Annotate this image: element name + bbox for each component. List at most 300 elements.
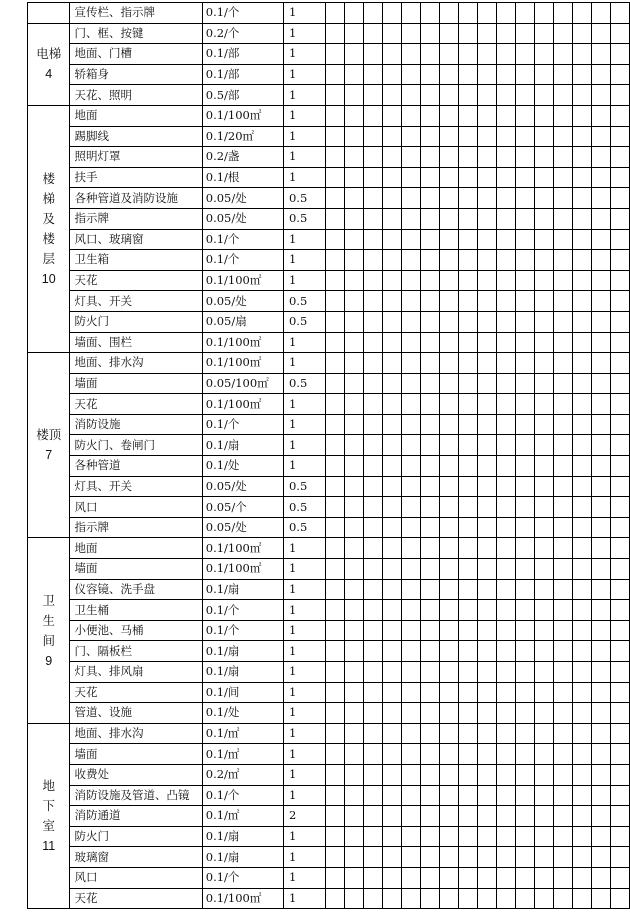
check-cell[interactable] bbox=[534, 229, 553, 250]
check-cell[interactable] bbox=[515, 456, 534, 477]
check-cell[interactable] bbox=[382, 579, 401, 600]
check-cell[interactable] bbox=[610, 250, 629, 271]
check-cell[interactable] bbox=[401, 167, 420, 188]
check-cell[interactable] bbox=[553, 23, 572, 44]
check-cell[interactable] bbox=[458, 764, 477, 785]
check-cell[interactable] bbox=[344, 682, 363, 703]
check-cell[interactable] bbox=[420, 888, 439, 909]
check-cell[interactable] bbox=[534, 126, 553, 147]
check-cell[interactable] bbox=[477, 867, 496, 888]
check-cell[interactable] bbox=[458, 311, 477, 332]
check-cell[interactable] bbox=[439, 311, 458, 332]
check-cell[interactable] bbox=[420, 785, 439, 806]
check-cell[interactable] bbox=[458, 682, 477, 703]
check-cell[interactable] bbox=[363, 435, 382, 456]
check-cell[interactable] bbox=[534, 353, 553, 374]
check-cell[interactable] bbox=[363, 806, 382, 827]
check-cell[interactable] bbox=[401, 703, 420, 724]
check-cell[interactable] bbox=[458, 147, 477, 168]
check-cell[interactable] bbox=[534, 373, 553, 394]
check-cell[interactable] bbox=[496, 662, 515, 683]
check-cell[interactable] bbox=[477, 353, 496, 374]
check-cell[interactable] bbox=[363, 703, 382, 724]
check-cell[interactable] bbox=[458, 867, 477, 888]
check-cell[interactable] bbox=[439, 806, 458, 827]
check-cell[interactable] bbox=[610, 270, 629, 291]
check-cell[interactable] bbox=[477, 620, 496, 641]
check-cell[interactable] bbox=[439, 847, 458, 868]
check-cell[interactable] bbox=[515, 414, 534, 435]
check-cell[interactable] bbox=[515, 888, 534, 909]
check-cell[interactable] bbox=[458, 620, 477, 641]
check-cell[interactable] bbox=[325, 456, 344, 477]
check-cell[interactable] bbox=[458, 353, 477, 374]
check-cell[interactable] bbox=[382, 867, 401, 888]
check-cell[interactable] bbox=[325, 291, 344, 312]
check-cell[interactable] bbox=[363, 208, 382, 229]
check-cell[interactable] bbox=[401, 3, 420, 24]
check-cell[interactable] bbox=[363, 373, 382, 394]
check-cell[interactable] bbox=[496, 126, 515, 147]
check-cell[interactable] bbox=[591, 23, 610, 44]
check-cell[interactable] bbox=[401, 764, 420, 785]
check-cell[interactable] bbox=[401, 414, 420, 435]
check-cell[interactable] bbox=[420, 394, 439, 415]
check-cell[interactable] bbox=[325, 311, 344, 332]
check-cell[interactable] bbox=[439, 476, 458, 497]
check-cell[interactable] bbox=[477, 785, 496, 806]
check-cell[interactable] bbox=[439, 353, 458, 374]
check-cell[interactable] bbox=[534, 270, 553, 291]
check-cell[interactable] bbox=[572, 517, 591, 538]
check-cell[interactable] bbox=[363, 826, 382, 847]
check-cell[interactable] bbox=[591, 414, 610, 435]
check-cell[interactable] bbox=[553, 538, 572, 559]
check-cell[interactable] bbox=[325, 785, 344, 806]
check-cell[interactable] bbox=[382, 847, 401, 868]
check-cell[interactable] bbox=[401, 435, 420, 456]
check-cell[interactable] bbox=[610, 826, 629, 847]
check-cell[interactable] bbox=[572, 126, 591, 147]
check-cell[interactable] bbox=[572, 764, 591, 785]
check-cell[interactable] bbox=[610, 85, 629, 106]
check-cell[interactable] bbox=[553, 764, 572, 785]
check-cell[interactable] bbox=[553, 3, 572, 24]
check-cell[interactable] bbox=[496, 3, 515, 24]
check-cell[interactable] bbox=[572, 332, 591, 353]
check-cell[interactable] bbox=[363, 682, 382, 703]
check-cell[interactable] bbox=[591, 826, 610, 847]
check-cell[interactable] bbox=[325, 559, 344, 580]
check-cell[interactable] bbox=[420, 600, 439, 621]
check-cell[interactable] bbox=[344, 888, 363, 909]
check-cell[interactable] bbox=[401, 579, 420, 600]
check-cell[interactable] bbox=[344, 559, 363, 580]
check-cell[interactable] bbox=[553, 641, 572, 662]
check-cell[interactable] bbox=[382, 620, 401, 641]
check-cell[interactable] bbox=[610, 847, 629, 868]
check-cell[interactable] bbox=[458, 188, 477, 209]
check-cell[interactable] bbox=[591, 723, 610, 744]
check-cell[interactable] bbox=[439, 64, 458, 85]
check-cell[interactable] bbox=[363, 579, 382, 600]
check-cell[interactable] bbox=[401, 641, 420, 662]
check-cell[interactable] bbox=[477, 414, 496, 435]
check-cell[interactable] bbox=[496, 414, 515, 435]
check-cell[interactable] bbox=[477, 188, 496, 209]
check-cell[interactable] bbox=[610, 723, 629, 744]
check-cell[interactable] bbox=[382, 703, 401, 724]
check-cell[interactable] bbox=[534, 188, 553, 209]
check-cell[interactable] bbox=[534, 867, 553, 888]
check-cell[interactable] bbox=[610, 105, 629, 126]
check-cell[interactable] bbox=[515, 353, 534, 374]
check-cell[interactable] bbox=[610, 806, 629, 827]
check-cell[interactable] bbox=[401, 867, 420, 888]
check-cell[interactable] bbox=[401, 311, 420, 332]
check-cell[interactable] bbox=[610, 867, 629, 888]
check-cell[interactable] bbox=[477, 229, 496, 250]
check-cell[interactable] bbox=[363, 620, 382, 641]
check-cell[interactable] bbox=[382, 229, 401, 250]
check-cell[interactable] bbox=[344, 662, 363, 683]
check-cell[interactable] bbox=[458, 826, 477, 847]
check-cell[interactable] bbox=[344, 497, 363, 518]
check-cell[interactable] bbox=[553, 517, 572, 538]
check-cell[interactable] bbox=[496, 826, 515, 847]
check-cell[interactable] bbox=[325, 764, 344, 785]
check-cell[interactable] bbox=[420, 826, 439, 847]
check-cell[interactable] bbox=[458, 208, 477, 229]
check-cell[interactable] bbox=[610, 682, 629, 703]
check-cell[interactable] bbox=[553, 147, 572, 168]
check-cell[interactable] bbox=[420, 147, 439, 168]
check-cell[interactable] bbox=[610, 456, 629, 477]
check-cell[interactable] bbox=[382, 600, 401, 621]
check-cell[interactable] bbox=[553, 620, 572, 641]
check-cell[interactable] bbox=[515, 126, 534, 147]
check-cell[interactable] bbox=[439, 23, 458, 44]
check-cell[interactable] bbox=[439, 126, 458, 147]
check-cell[interactable] bbox=[401, 559, 420, 580]
check-cell[interactable] bbox=[515, 105, 534, 126]
check-cell[interactable] bbox=[382, 476, 401, 497]
check-cell[interactable] bbox=[344, 311, 363, 332]
check-cell[interactable] bbox=[363, 229, 382, 250]
check-cell[interactable] bbox=[591, 517, 610, 538]
check-cell[interactable] bbox=[382, 806, 401, 827]
check-cell[interactable] bbox=[363, 270, 382, 291]
check-cell[interactable] bbox=[420, 456, 439, 477]
check-cell[interactable] bbox=[477, 394, 496, 415]
check-cell[interactable] bbox=[591, 559, 610, 580]
check-cell[interactable] bbox=[363, 538, 382, 559]
check-cell[interactable] bbox=[401, 126, 420, 147]
check-cell[interactable] bbox=[325, 662, 344, 683]
check-cell[interactable] bbox=[439, 703, 458, 724]
check-cell[interactable] bbox=[458, 744, 477, 765]
check-cell[interactable] bbox=[477, 147, 496, 168]
check-cell[interactable] bbox=[477, 888, 496, 909]
check-cell[interactable] bbox=[572, 723, 591, 744]
check-cell[interactable] bbox=[363, 394, 382, 415]
check-cell[interactable] bbox=[439, 332, 458, 353]
check-cell[interactable] bbox=[344, 353, 363, 374]
check-cell[interactable] bbox=[496, 497, 515, 518]
check-cell[interactable] bbox=[439, 3, 458, 24]
check-cell[interactable] bbox=[591, 785, 610, 806]
check-cell[interactable] bbox=[534, 23, 553, 44]
check-cell[interactable] bbox=[439, 44, 458, 65]
check-cell[interactable] bbox=[515, 600, 534, 621]
check-cell[interactable] bbox=[382, 147, 401, 168]
check-cell[interactable] bbox=[382, 888, 401, 909]
check-cell[interactable] bbox=[534, 414, 553, 435]
check-cell[interactable] bbox=[439, 85, 458, 106]
check-cell[interactable] bbox=[439, 456, 458, 477]
check-cell[interactable] bbox=[534, 662, 553, 683]
check-cell[interactable] bbox=[344, 188, 363, 209]
check-cell[interactable] bbox=[344, 126, 363, 147]
check-cell[interactable] bbox=[515, 208, 534, 229]
check-cell[interactable] bbox=[439, 435, 458, 456]
check-cell[interactable] bbox=[591, 641, 610, 662]
check-cell[interactable] bbox=[572, 662, 591, 683]
check-cell[interactable] bbox=[610, 394, 629, 415]
check-cell[interactable] bbox=[515, 682, 534, 703]
check-cell[interactable] bbox=[591, 250, 610, 271]
check-cell[interactable] bbox=[591, 600, 610, 621]
check-cell[interactable] bbox=[401, 229, 420, 250]
check-cell[interactable] bbox=[553, 414, 572, 435]
check-cell[interactable] bbox=[363, 85, 382, 106]
check-cell[interactable] bbox=[496, 208, 515, 229]
check-cell[interactable] bbox=[477, 517, 496, 538]
check-cell[interactable] bbox=[534, 620, 553, 641]
check-cell[interactable] bbox=[382, 353, 401, 374]
check-cell[interactable] bbox=[610, 332, 629, 353]
check-cell[interactable] bbox=[591, 229, 610, 250]
check-cell[interactable] bbox=[344, 476, 363, 497]
check-cell[interactable] bbox=[420, 85, 439, 106]
check-cell[interactable] bbox=[420, 435, 439, 456]
check-cell[interactable] bbox=[515, 476, 534, 497]
check-cell[interactable] bbox=[515, 250, 534, 271]
check-cell[interactable] bbox=[382, 188, 401, 209]
check-cell[interactable] bbox=[363, 600, 382, 621]
check-cell[interactable] bbox=[477, 167, 496, 188]
check-cell[interactable] bbox=[515, 229, 534, 250]
check-cell[interactable] bbox=[401, 394, 420, 415]
check-cell[interactable] bbox=[401, 888, 420, 909]
check-cell[interactable] bbox=[496, 517, 515, 538]
check-cell[interactable] bbox=[477, 476, 496, 497]
check-cell[interactable] bbox=[420, 764, 439, 785]
check-cell[interactable] bbox=[439, 662, 458, 683]
check-cell[interactable] bbox=[325, 497, 344, 518]
check-cell[interactable] bbox=[401, 105, 420, 126]
check-cell[interactable] bbox=[401, 147, 420, 168]
check-cell[interactable] bbox=[401, 538, 420, 559]
check-cell[interactable] bbox=[496, 44, 515, 65]
check-cell[interactable] bbox=[496, 353, 515, 374]
check-cell[interactable] bbox=[515, 85, 534, 106]
check-cell[interactable] bbox=[591, 662, 610, 683]
check-cell[interactable] bbox=[420, 559, 439, 580]
check-cell[interactable] bbox=[496, 311, 515, 332]
check-cell[interactable] bbox=[344, 64, 363, 85]
check-cell[interactable] bbox=[477, 538, 496, 559]
check-cell[interactable] bbox=[477, 826, 496, 847]
check-cell[interactable] bbox=[325, 229, 344, 250]
check-cell[interactable] bbox=[610, 188, 629, 209]
check-cell[interactable] bbox=[344, 208, 363, 229]
check-cell[interactable] bbox=[401, 270, 420, 291]
check-cell[interactable] bbox=[439, 208, 458, 229]
check-cell[interactable] bbox=[420, 723, 439, 744]
check-cell[interactable] bbox=[572, 373, 591, 394]
check-cell[interactable] bbox=[382, 394, 401, 415]
check-cell[interactable] bbox=[420, 270, 439, 291]
check-cell[interactable] bbox=[496, 888, 515, 909]
check-cell[interactable] bbox=[382, 682, 401, 703]
check-cell[interactable] bbox=[515, 538, 534, 559]
check-cell[interactable] bbox=[401, 353, 420, 374]
check-cell[interactable] bbox=[420, 311, 439, 332]
check-cell[interactable] bbox=[420, 291, 439, 312]
check-cell[interactable] bbox=[420, 744, 439, 765]
check-cell[interactable] bbox=[325, 332, 344, 353]
check-cell[interactable] bbox=[553, 579, 572, 600]
check-cell[interactable] bbox=[458, 126, 477, 147]
check-cell[interactable] bbox=[420, 847, 439, 868]
check-cell[interactable] bbox=[496, 188, 515, 209]
check-cell[interactable] bbox=[458, 847, 477, 868]
check-cell[interactable] bbox=[420, 167, 439, 188]
check-cell[interactable] bbox=[534, 167, 553, 188]
check-cell[interactable] bbox=[496, 456, 515, 477]
check-cell[interactable] bbox=[458, 332, 477, 353]
check-cell[interactable] bbox=[325, 126, 344, 147]
check-cell[interactable] bbox=[572, 497, 591, 518]
check-cell[interactable] bbox=[344, 744, 363, 765]
check-cell[interactable] bbox=[534, 641, 553, 662]
check-cell[interactable] bbox=[572, 888, 591, 909]
check-cell[interactable] bbox=[420, 517, 439, 538]
check-cell[interactable] bbox=[458, 44, 477, 65]
check-cell[interactable] bbox=[534, 703, 553, 724]
check-cell[interactable] bbox=[553, 476, 572, 497]
check-cell[interactable] bbox=[572, 105, 591, 126]
check-cell[interactable] bbox=[382, 23, 401, 44]
check-cell[interactable] bbox=[363, 662, 382, 683]
check-cell[interactable] bbox=[515, 785, 534, 806]
check-cell[interactable] bbox=[458, 229, 477, 250]
check-cell[interactable] bbox=[401, 188, 420, 209]
check-cell[interactable] bbox=[382, 311, 401, 332]
check-cell[interactable] bbox=[572, 229, 591, 250]
check-cell[interactable] bbox=[477, 497, 496, 518]
check-cell[interactable] bbox=[382, 291, 401, 312]
check-cell[interactable] bbox=[534, 806, 553, 827]
check-cell[interactable] bbox=[382, 785, 401, 806]
check-cell[interactable] bbox=[572, 476, 591, 497]
check-cell[interactable] bbox=[572, 867, 591, 888]
check-cell[interactable] bbox=[325, 703, 344, 724]
check-cell[interactable] bbox=[572, 785, 591, 806]
check-cell[interactable] bbox=[534, 208, 553, 229]
check-cell[interactable] bbox=[515, 3, 534, 24]
check-cell[interactable] bbox=[572, 394, 591, 415]
check-cell[interactable] bbox=[496, 291, 515, 312]
check-cell[interactable] bbox=[553, 456, 572, 477]
check-cell[interactable] bbox=[439, 517, 458, 538]
check-cell[interactable] bbox=[553, 250, 572, 271]
check-cell[interactable] bbox=[591, 703, 610, 724]
check-cell[interactable] bbox=[553, 64, 572, 85]
check-cell[interactable] bbox=[363, 188, 382, 209]
check-cell[interactable] bbox=[534, 497, 553, 518]
check-cell[interactable] bbox=[458, 23, 477, 44]
check-cell[interactable] bbox=[553, 662, 572, 683]
check-cell[interactable] bbox=[477, 641, 496, 662]
check-cell[interactable] bbox=[534, 311, 553, 332]
check-cell[interactable] bbox=[382, 167, 401, 188]
check-cell[interactable] bbox=[610, 353, 629, 374]
check-cell[interactable] bbox=[553, 744, 572, 765]
check-cell[interactable] bbox=[477, 456, 496, 477]
check-cell[interactable] bbox=[534, 517, 553, 538]
check-cell[interactable] bbox=[515, 806, 534, 827]
check-cell[interactable] bbox=[477, 435, 496, 456]
check-cell[interactable] bbox=[572, 559, 591, 580]
check-cell[interactable] bbox=[382, 517, 401, 538]
check-cell[interactable] bbox=[534, 105, 553, 126]
check-cell[interactable] bbox=[534, 85, 553, 106]
check-cell[interactable] bbox=[363, 44, 382, 65]
check-cell[interactable] bbox=[477, 44, 496, 65]
check-cell[interactable] bbox=[591, 867, 610, 888]
check-cell[interactable] bbox=[591, 167, 610, 188]
check-cell[interactable] bbox=[591, 291, 610, 312]
check-cell[interactable] bbox=[344, 105, 363, 126]
check-cell[interactable] bbox=[572, 270, 591, 291]
check-cell[interactable] bbox=[610, 620, 629, 641]
check-cell[interactable] bbox=[572, 167, 591, 188]
check-cell[interactable] bbox=[325, 476, 344, 497]
check-cell[interactable] bbox=[534, 785, 553, 806]
check-cell[interactable] bbox=[477, 64, 496, 85]
check-cell[interactable] bbox=[344, 414, 363, 435]
check-cell[interactable] bbox=[534, 744, 553, 765]
check-cell[interactable] bbox=[344, 847, 363, 868]
check-cell[interactable] bbox=[439, 600, 458, 621]
check-cell[interactable] bbox=[553, 270, 572, 291]
check-cell[interactable] bbox=[610, 44, 629, 65]
check-cell[interactable] bbox=[325, 414, 344, 435]
check-cell[interactable] bbox=[515, 44, 534, 65]
check-cell[interactable] bbox=[610, 208, 629, 229]
check-cell[interactable] bbox=[382, 764, 401, 785]
check-cell[interactable] bbox=[325, 64, 344, 85]
check-cell[interactable] bbox=[420, 64, 439, 85]
check-cell[interactable] bbox=[439, 229, 458, 250]
check-cell[interactable] bbox=[477, 559, 496, 580]
check-cell[interactable] bbox=[458, 64, 477, 85]
check-cell[interactable] bbox=[363, 785, 382, 806]
check-cell[interactable] bbox=[496, 723, 515, 744]
check-cell[interactable] bbox=[553, 847, 572, 868]
